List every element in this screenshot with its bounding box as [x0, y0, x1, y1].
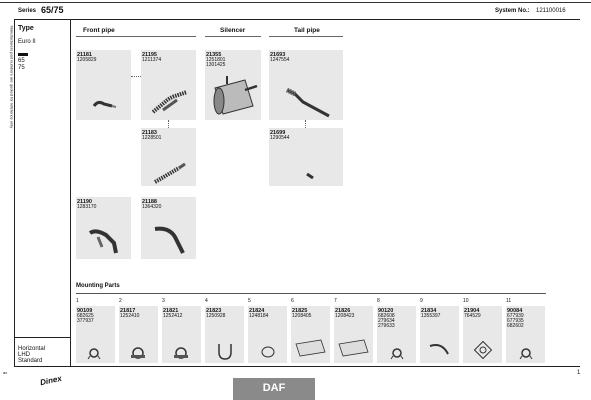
part-code: 21183: [142, 130, 157, 136]
heat-shield-icon: [334, 338, 373, 358]
section-silencer: Silencer: [220, 27, 246, 34]
mounting-oem: 677935: [507, 318, 524, 324]
part-code: 21195: [142, 52, 157, 58]
part-code: 21188: [142, 199, 157, 205]
model-75: 75: [18, 65, 25, 71]
series-label: Series: [18, 8, 37, 14]
mounting-parts-heading: Mounting Parts: [76, 283, 120, 289]
flex-pipe-icon: [141, 50, 196, 120]
part-card-21699[interactable]: [269, 128, 343, 186]
mounting-index: 4: [205, 298, 208, 304]
part-code: 21355: [206, 52, 222, 58]
mounting-rule: [76, 293, 546, 294]
corner-mark: ax: [3, 370, 8, 375]
part-oem: 1228501: [142, 135, 162, 141]
mounting-code: 21834: [421, 308, 437, 314]
mounting-index: 1: [76, 298, 79, 304]
part-oem: 1364320: [142, 204, 162, 210]
config-lhd: LHD: [18, 352, 31, 358]
mounting-oem: 1208405: [292, 313, 312, 319]
mounting-index: 2: [119, 298, 122, 304]
mounting-oem: 677939: [507, 313, 524, 319]
part-code: 21693: [270, 52, 286, 58]
part-oem: 1290544: [270, 135, 290, 141]
part-oem: 1247554: [270, 57, 290, 63]
mounting-index: 11: [506, 298, 512, 304]
vertical-note: Manufacturers part numbers are quoted for reference only: [9, 25, 15, 129]
mounting-oem: 682602: [507, 323, 524, 329]
mounting-code: 90084: [507, 308, 523, 314]
config-standard: Standard: [18, 358, 43, 364]
section-tail-pipe: Tail pipe: [294, 27, 320, 34]
mounting-code: 21823: [206, 308, 222, 314]
mounting-code: 21904: [464, 308, 480, 314]
tail-pipe-icon: [269, 50, 343, 120]
mounting-oem: 764529: [464, 313, 481, 319]
clamp-icon: [119, 342, 158, 362]
bracket-front-pipe: [76, 36, 196, 37]
clamp-icon: [162, 342, 201, 362]
mounting-code: 21824: [249, 308, 265, 314]
mounting-oem: 1355397: [421, 313, 441, 319]
header-rule: [14, 19, 580, 20]
clamp-icon: [377, 342, 416, 362]
make-label: DAF: [262, 382, 286, 394]
mounting-index: 6: [291, 298, 294, 304]
part-code: 21190: [77, 199, 92, 205]
mounting-index: 8: [377, 298, 380, 304]
mounting-oem: 1248184: [249, 313, 269, 319]
part-card-21693[interactable]: [269, 50, 343, 120]
system-label: System No.:: [495, 8, 530, 14]
mounting-index: 7: [334, 298, 337, 304]
bent-pipe-icon: [76, 197, 131, 259]
bracket-icon: [420, 340, 459, 360]
mounting-oem: 1252412: [163, 313, 183, 319]
system-value: 121100016: [536, 8, 566, 14]
mounting-index: 3: [162, 298, 165, 304]
flange-icon: [463, 340, 502, 360]
bracket-tail-pipe: [269, 36, 343, 37]
mounting-code: 90109: [77, 308, 93, 314]
dinex-logo-text: Dinex: [39, 373, 63, 388]
part-card-21355[interactable]: [205, 50, 261, 120]
heat-shield-icon: [291, 338, 330, 358]
connector-21693-21699: [305, 120, 306, 128]
part-oem: 1211374: [142, 57, 162, 63]
flex-pipe-icon: [141, 128, 196, 186]
short-pipe-icon: [269, 128, 343, 186]
part-oem: 1205829: [77, 57, 97, 63]
section-front-pipe: Front pipe: [83, 27, 115, 34]
mounting-oem: 682608: [378, 313, 395, 319]
connector-21195-21183: [168, 120, 169, 128]
dinex-logo: [39, 374, 62, 387]
gasket-icon: [248, 342, 287, 362]
make-tab: [233, 378, 315, 400]
series-value: 65/75: [41, 5, 64, 15]
mounting-oem: 682625: [77, 313, 94, 319]
part-card-21183[interactable]: [141, 128, 196, 186]
silencer-icon: [205, 50, 261, 120]
mounting-oem: 1250928: [206, 313, 226, 319]
part-code: 21181: [77, 52, 92, 58]
euro-label: Euro II: [18, 39, 36, 45]
mounting-oem: 377937: [77, 318, 94, 324]
mounting-code: 90120: [378, 308, 394, 314]
u-bolt-icon: [205, 342, 244, 362]
truck-icon: [18, 53, 28, 56]
page-number: 1: [577, 370, 581, 376]
sidebar-bottom-rule: [14, 337, 71, 338]
part-card-21181[interactable]: [76, 50, 131, 120]
part-oem-2: 1301425: [206, 62, 226, 68]
footer-rule: [14, 366, 580, 367]
mounting-index: 5: [248, 298, 251, 304]
mounting-code: 21825: [292, 308, 308, 314]
mounting-code: 21817: [120, 308, 136, 314]
part-oem: 1283170: [77, 204, 97, 210]
part-oem: 1251801: [206, 57, 226, 63]
part-card-21188[interactable]: [141, 197, 196, 259]
mounting-code: 21821: [163, 308, 179, 314]
mounting-code: 21826: [335, 308, 351, 314]
connector-21181-21195: [131, 76, 141, 77]
part-card-21190[interactable]: [76, 197, 131, 259]
sidebar-divider: [70, 19, 71, 366]
clamp-icon: [76, 342, 115, 362]
config-horizontal: Horizontal: [18, 346, 46, 352]
clamp-icon: [506, 342, 545, 362]
part-code: 21699: [270, 130, 286, 136]
mounting-oem: 1252410: [120, 313, 140, 319]
type-label: Type: [18, 25, 34, 32]
mounting-index: 9: [420, 298, 423, 304]
mounting-index: 10: [463, 298, 469, 304]
mounting-oem: 1208423: [335, 313, 355, 319]
mounting-oem: 279634: [378, 318, 395, 324]
part-card-21195[interactable]: [141, 50, 196, 120]
header-top-rule: [0, 2, 591, 3]
curved-pipe-icon: [141, 197, 196, 259]
bracket-silencer: [205, 36, 261, 37]
bent-pipe-icon: [76, 50, 131, 120]
model-65: 65: [18, 58, 25, 64]
mounting-oem: 279633: [378, 323, 395, 329]
